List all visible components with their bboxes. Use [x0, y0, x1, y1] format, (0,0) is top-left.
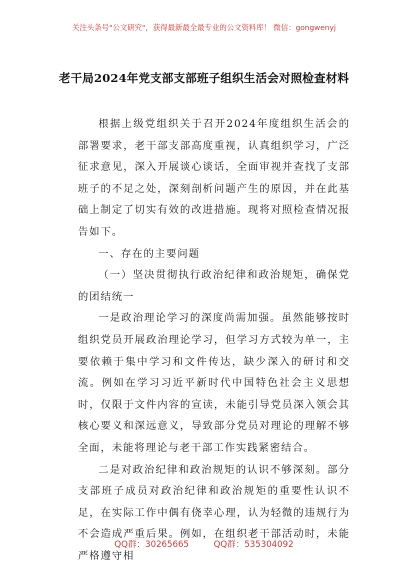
promo-banner: 关注头条号"公文研究"，获得最新最全最专业的公文资料库！ 微信：gongwenyj — [72, 23, 336, 32]
intro-paragraph: 根据上级党组织关于召开2024年度组织生活会的部署要求，老干部支部高度重视，认真组织学习，广泛征求意见，深入开展谈心谈话，全面审视并查找了支部班子的不足之处，深刻剖析问题产生的原因，并在此基础上制定了切实有效的改进措施。现将对照检查情况报告如下。 — [78, 119, 350, 238]
qq-group-2: QQ群：535304092 — [213, 540, 294, 550]
document-title: 老干局2024年党支部支部班子组织生活会对照检查材料 — [58, 71, 350, 85]
footer-contact — [0, 538, 408, 550]
body-paragraph: 一是政治理论学习的深度尚需加强。虽然能够按时组织党员开展政治理论学习，但学习方式较为单一，主要依赖于集中学习和文件传达，缺少深入的研讨和交流。例如在学习习近平新时代中国特色社会主义思想时，仅限于文件内容的宣读，未能引导党员深入领会其核心要义和深远意义，导致部分党员对理论的理解不够全面，未能将理论与老干部工作实践紧密结合。 — [78, 313, 350, 454]
qq-group-1: QQ群：30265665 — [114, 540, 189, 550]
section-heading: 一、存在的主要问题 — [98, 248, 200, 260]
body-paragraph: 二是对政治纪律和政治规矩的认识不够深刻。部分支部班子成员对政治纪律和政治规矩的重要性认识不足，在实际工作中偶有侥幸心理，认为轻微的违规行为不会造成严重后果。例如，在组织老干部活动时，未能严格遵守相 — [78, 464, 350, 562]
document-body — [78, 114, 350, 567]
subsection-heading: （一）坚决贯彻执行政治纪律和政治规矩，确保党的团结统一 — [78, 270, 350, 303]
